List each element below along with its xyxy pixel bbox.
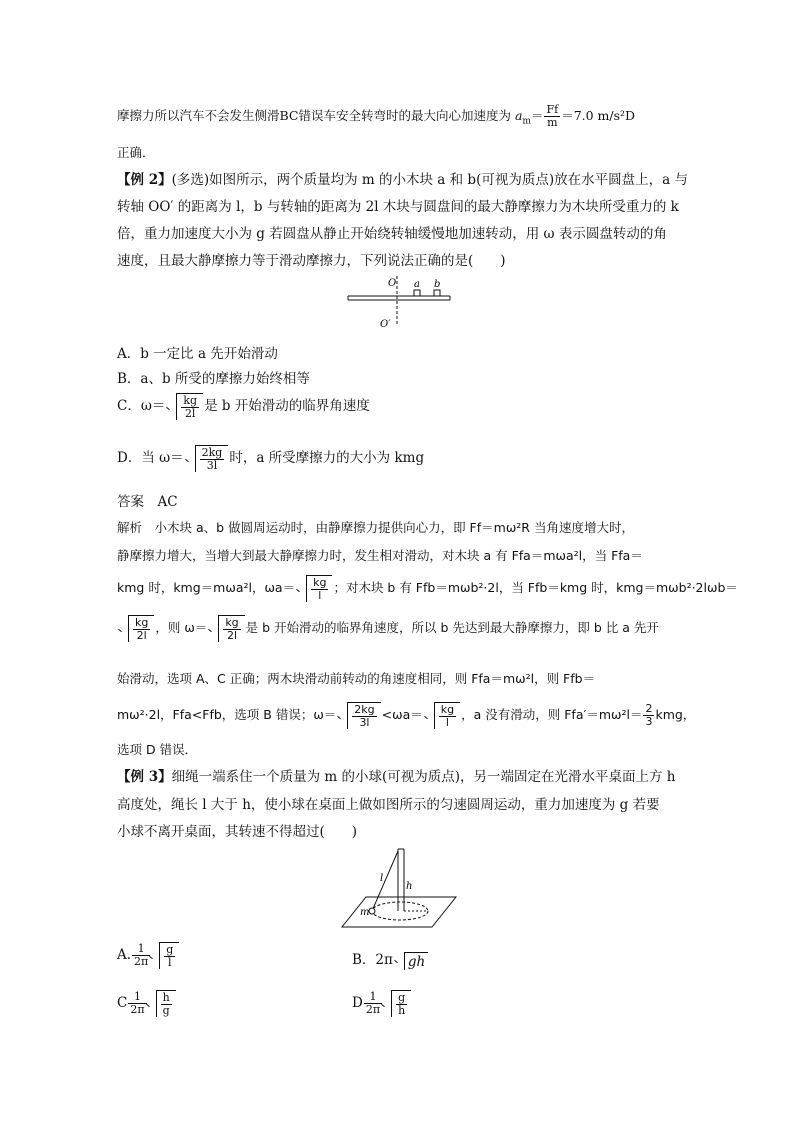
analysis-line-3: kmg 时，kmg＝mωa²l，ωa＝ $\frac{kg}{l}$ ；对木块 b 有 Ffb＝mωb²·2l，当 Ffb＝kmg 时，kmg＝mωb²·2lωb＝ — [117, 576, 738, 602]
sqrt-2kg-3l: $\frac{2kg}{3l}$ — [185, 445, 229, 472]
example-3-line-2: 高度处，绳长 l 大于 h，使小球在桌面上做如图所示的匀速圆周运动，重力加速度为 g 若要 — [117, 797, 660, 813]
ex3-option-a: A. $\frac{1}{2\pi}$ $\frac{g}{l}$ — [117, 942, 180, 969]
analysis-label: 解析 — [117, 520, 143, 535]
label-b: b — [434, 279, 441, 290]
block-a — [414, 290, 420, 296]
height-label: h — [406, 881, 413, 892]
analysis-line-6: mω²·2l，Ffa<Ffb，选项 B 错误；ω＝ $\frac{2kg}{3l}$ <ωa＝ $\frac{kg}{l}$ ，a 没有滑动，则 Ffa′＝mω²l＝ $\frac{2}{3}$ kmg， — [117, 702, 696, 729]
example-2-line-1: 【例 2】(多选)如图所示，两个质量均为 m 的小木块 a 和 b(可视为质点)放在水平圆盘上，a 与 — [117, 172, 688, 188]
example-3-line-3: 小球不离开桌面，其转速不得超过( ) — [117, 824, 358, 840]
ball — [369, 908, 375, 914]
option-c: C．ω＝ $\frac{kg}{2l}$ 是 b 开始滑动的临界角速度 — [117, 394, 370, 420]
accel-symbol: a — [514, 108, 523, 123]
option-a: A．b 一定比 a 先开始滑动 — [117, 346, 278, 362]
continuation-line-1: 摩擦力所以汽车不会发生侧滑BC错误车安全转弯时的最大向心加速度为 $a_m=$ $\frac{Ff}{m}$ ＝7.0 m/s²D — [117, 103, 636, 129]
example-2-label: 【例 2】 — [117, 172, 172, 188]
label-a: a — [414, 279, 420, 290]
example-2-line-4: 速度，且最大静摩擦力等于滑动摩擦力，下列说法正确的是( ) — [117, 253, 506, 269]
ex3-option-b: B．2π gh — [352, 948, 429, 970]
analysis-line-5: 始滑动，选项 A、C 正确；两木块滑动前转动的角速度相同，则 Ffa＝mω²l，则 Ffb＝ — [117, 671, 596, 686]
answer-value: AC — [157, 494, 178, 510]
accel-subscript: m — [522, 116, 531, 127]
block-b — [434, 290, 440, 296]
example-2-line-3: 倍，重力加速度大小为 g 若圆盘从静止开始绕转轴缓慢地加速转动，用 ω 表示圆盘转动的角 — [117, 226, 667, 242]
disk-diagram — [340, 272, 460, 334]
ex3-option-d: D $\frac{1}{2\pi}$ $\frac{g}{h}$ — [352, 990, 412, 1017]
axis-label-o: O — [388, 278, 397, 289]
analysis-line-4: $\frac{kg}{2l}$ ，则 ω＝ $\frac{kg}{2l}$ 是 b 开始滑动的临界角速度，所以 b 先达到最大静摩擦力，即 b 比 a 先开 — [117, 615, 659, 642]
example-2-line-2: 转轴 OO′ 的距离为 l，b 与转轴的距离为 2l 木块与圆盘间的最大静摩擦力为木块所受重力的 k — [117, 199, 679, 215]
option-d: D．当 ω＝ $\frac{2kg}{3l}$ 时，a 所受摩擦力的大小为 kmg — [117, 446, 425, 472]
analysis-line-1: 解析 小木块 a、b 做圆周运动时，由静摩擦力提供向心力，即 Ff＝mω²R 当角速度增大时， — [117, 520, 634, 535]
mass-label: m — [360, 907, 370, 918]
pendulum-diagram — [338, 845, 460, 933]
continuation-line-2: 正确． — [117, 145, 155, 160]
force-over-mass-fraction: $\frac{Ff}{m}$ — [546, 103, 559, 129]
rope-length-label: l — [380, 873, 384, 884]
answer-line: 答案 AC — [117, 494, 178, 510]
analysis-line-7: 选项 D 错误． — [117, 742, 198, 757]
analysis-line-2: 静摩擦力增大，当增大到最大静摩擦力时，发生相对滑动，对木块 a 有 Ffa＝mωa²l，当 Ffa＝ — [117, 548, 643, 563]
continuation-text: 摩擦力所以汽车不会发生侧滑BC错误车安全转弯时的最大向心加速度为 — [117, 108, 511, 123]
accel-value: ＝7.0 m/s²D — [561, 108, 636, 123]
example-3-label: 【例 3】 — [117, 769, 172, 785]
option-b: B．a、b 所受的摩擦力始终相等 — [117, 371, 310, 387]
axis-label-o-prime: O′ — [380, 319, 391, 330]
ex3-option-c: C $\frac{1}{2\pi}$ $\frac{h}{g}$ — [117, 990, 177, 1017]
example-3-line-1: 【例 3】细绳一端系住一个质量为 m 的小球(可视为质点)，另一端固定在光滑水平桌面上方 h — [117, 769, 676, 785]
sqrt-kg-2l: $\frac{kg}{2l}$ — [166, 393, 203, 420]
